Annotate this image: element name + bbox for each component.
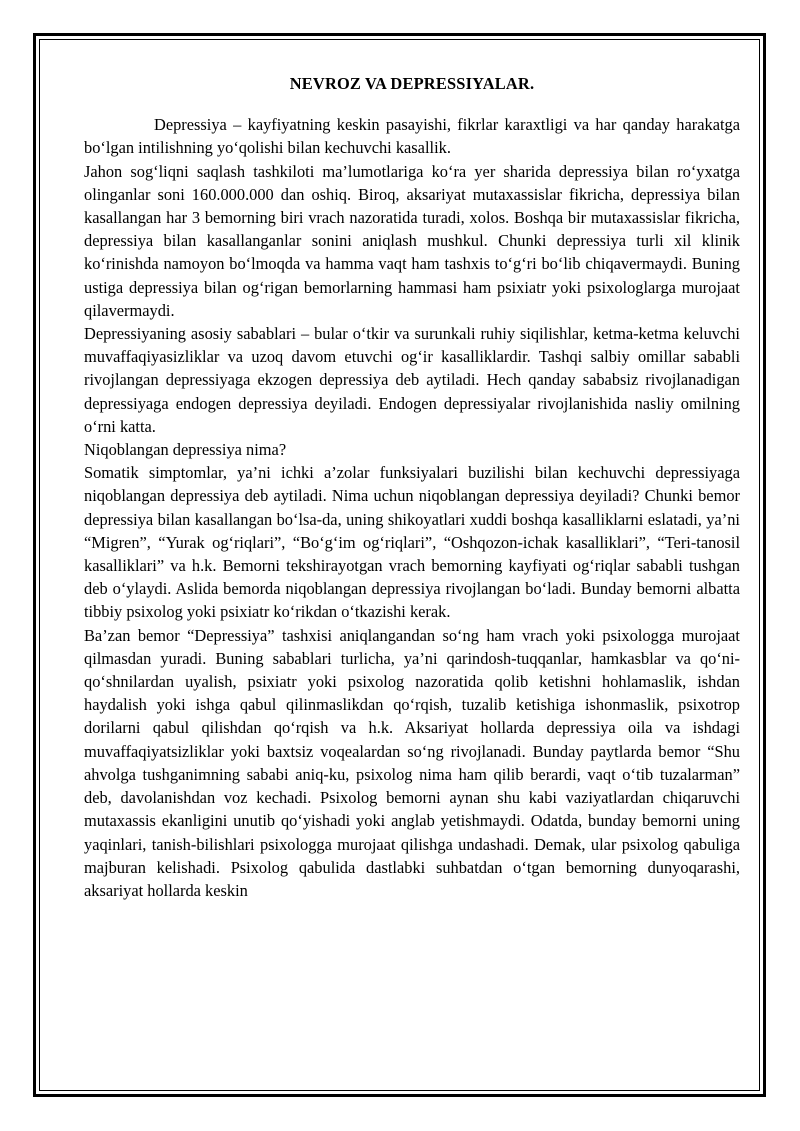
paragraph-causes: Depressiyaning asosiy sabablari – bular o‘tkir va surunkali ruhiy siqilishlar, ketma-ketma keluvchi muvaffaqiyasizliklar va uzoq davom etuvchi og‘ir kasalliklardir. Tashqi salbiy omillar sababli rivojlangan depressiyaga ekzogen depressiya deb aytiladi. Hech qanday sababsiz rivojlanadigan depressiyaga endogen depressiya deyiladi. Endogen depressiyalar rivojlanishida nasliy omilning o‘rni katta.: [84, 324, 740, 436]
document-body: [84, 72, 740, 902]
document-title: NEVROZ VA DEPRESSIYALAR.: [289, 74, 535, 93]
section-heading-masked-depression: Niqoblangan depressiya nima?: [84, 440, 287, 460]
paragraph-statistics: Jahon sog‘liqni saqlash tashkiloti ma’lumotlariga ko‘ra yer sharida depressiya bilan ro‘yxatga olinganlar soni 160.000.000 dan oshiq. Biroq, aksariyat mutaxassislar fikricha, depressiya bilan kasallangan har 3 bemorning biri vrach nazoratida turadi, xolos. Boshqa bir mutaxassislar fikricha, depressiya bilan kasallanganlar sonini aniqlash mushkul. Chunki depressiya turli xil klinik ko‘rinishda namoyon bo‘lmoqda va hamma vaqt ham tashxis to‘g‘ri bo‘lib chiqavermaydi. Buning ustiga depressiya bilan og‘rigan bemorlarning hammasi ham psixiatr yoki psixologlarga murojaat qilavermaydi.: [84, 161, 740, 320]
paragraph-definition: Depressiya – kayfiyatning keskin pasayishi, fikrlar karaxtligi va har qanday harakatga bo‘lgan intilishning yo‘qolishi bilan kechuvchi kasallik.: [84, 115, 740, 158]
paragraph-masked-depression: Somatik simptomlar, ya’ni ichki a’zolar funksiyalari buzilishi bilan kechuvchi depressiyaga niqoblangan depressiya deb aytiladi. Nima uchun niqoblangan depressiya deyiladi? Chunki bemor depressiya bilan kasallangan bo‘lsa-da, uning shikoyatlari xuddi boshqa kasalliklarni eslatadi, ya’ni “Migren”, “Yurak og‘riqlari”, “Bo‘g‘im og‘riqlari”, “Oshqozon-ichak kasalliklari”, “Teri-tanosil kasalliklari” va h.k. Bemorni tekshirayotgan vrach bemorning kayfiyati og‘riqlar sababli tushgan deb o‘ylaydi. Aslida bemorda niqoblangan depressiya rivojlangan bo‘ladi. Bunday bemorni albatta tibbiy psixolog yoki psixiatr ko‘rikdan o‘tkazishi kerak.: [84, 463, 740, 622]
paragraph-treatment-avoidance: Ba’zan bemor “Depressiya” tashxisi aniqlangandan so‘ng ham vrach yoki psixologga murojaat qilmasdan yuradi. Buning sabablari turlicha, ya’ni qarindosh-tuqqanlar, hamkasblar va qo‘ni-qo‘shnilardan uyalish, psixiatr yoki psixolog nazoratida qolib ketishni hohlamaslik, ishdan haydalish yoki ishga qabul qilinmaslikdan qo‘rqish, tuzalib ketishiga ishonmaslik, psixotrop dorilarni qabul qilishdan qo‘rqish va h.k. Aksariyat hollarda depressiya oila va ishdagi muvaffaqiyatsizliklar yoki baxtsiz voqealardan so‘ng rivojlanadi. Bunday paytlarda bemor “Shu ahvolga tushganimning sababi aniq-ku, psixolog nima ham qilib berardi, vaqt o‘tib tuzalarman” deb, davolanishdan voz kechadi. Psixolog bemorni aynan shu kabi vaziyatlardan chiqaruvchi mutaxassis ekanligini unutib qo‘yishadi yoki anglab yetishmaydi. Odatda, bunday bemorni uning yaqinlari, tanish-bilishlari psixologga murojaat qilishga undashadi. Demak, ular psixolog qabuliga majburan kelishadi. Psixolog qabulida dastlabki suhbatdan o‘tgan bemorning dunyoqarashi, aksariyat hollarda keskin: [84, 625, 740, 900]
